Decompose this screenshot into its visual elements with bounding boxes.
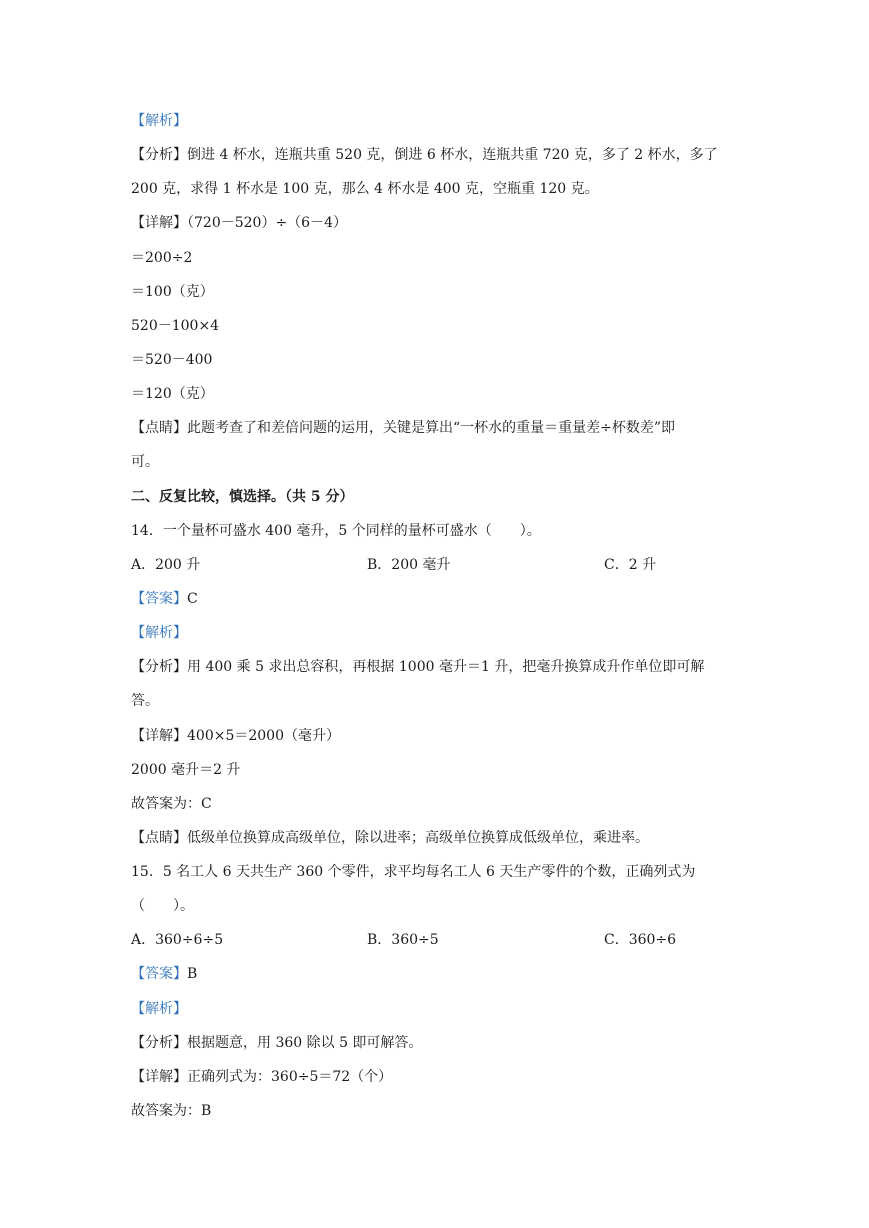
analysis-line [131, 145, 718, 165]
analysis-line-2: 答。 [131, 693, 159, 709]
answer-value: C [187, 591, 198, 607]
option-c: C．360÷6 [604, 932, 677, 948]
comment-line [131, 828, 649, 848]
calc-step: 2000 毫升＝2 升 [131, 762, 241, 778]
jiexi-label: 【解析】 [131, 1001, 187, 1017]
comment-tag: 【点睛】 [131, 830, 187, 846]
comment-line-2: 可。 [131, 454, 159, 470]
solution-line [131, 726, 340, 746]
jiexi-label: 【解析】 [131, 625, 187, 641]
calc-step: ＝120（克） [131, 386, 214, 402]
analysis-text: 倒进 4 杯水，连瓶共重 520 克，倒进 6 杯水，连瓶共重 720 克，多了 2 杯水，多了 [187, 147, 718, 163]
final-answer: 故答案为：C [131, 796, 212, 812]
question-14: 14．一个量杯可盛水 400 毫升，5 个同样的量杯可盛水（ ）。 [131, 523, 541, 539]
comment-text: 低级单位换算成高级单位，除以进率；高级单位换算成低级单位，乘进率。 [187, 830, 649, 846]
analysis-tag: 【分析】 [131, 1035, 187, 1051]
option-a: A．200 升 [131, 557, 201, 573]
analysis-tag: 【分析】 [131, 147, 187, 163]
solution-line [131, 1067, 392, 1087]
section-heading: 二、反复比较，慎选择。（共 5 分） [131, 489, 354, 505]
final-answer: 故答案为：B [131, 1103, 212, 1119]
solution-line [131, 213, 347, 233]
solution-text: 正确列式为：360÷5＝72（个） [187, 1069, 393, 1085]
comment-tag: 【点睛】 [131, 420, 187, 436]
calc-step: ＝100（克） [131, 284, 214, 300]
comment-line [131, 418, 675, 438]
analysis-tag: 【分析】 [131, 659, 187, 675]
solution-tag: 【详解】 [131, 215, 187, 231]
solution-tag: 【详解】 [131, 728, 187, 744]
calc-step: ＝200÷2 [131, 250, 193, 266]
analysis-line-2: 200 克，求得 1 杯水是 100 克，那么 4 杯水是 400 克，空瓶重 120 克。 [131, 181, 599, 197]
analysis-line [131, 1033, 422, 1053]
option-c: C．2 升 [604, 557, 657, 573]
comment-text: 此题考查了和差倍问题的运用，关键是算出“一杯水的重量＝重量差÷杯数差”即 [187, 420, 676, 436]
solution-tag: 【详解】 [131, 1069, 187, 1085]
option-b: B．360÷5 [367, 932, 439, 948]
calc-step: 520－100×4 [131, 318, 220, 334]
answer-line [131, 964, 197, 984]
answer-tag: 【答案】 [131, 591, 187, 607]
analysis-text: 根据题意，用 360 除以 5 即可解答。 [187, 1035, 423, 1051]
solution-text: 400×5＝2000（毫升） [187, 728, 340, 744]
answer-line [131, 589, 198, 609]
analysis-text: 用 400 乘 5 求出总容积，再根据 1000 毫升＝1 升，把毫升换算成升作单位即可解 [187, 659, 705, 675]
question-15-line-2: （ ）。 [131, 898, 194, 914]
answer-tag: 【答案】 [131, 966, 187, 982]
option-a: A．360÷6÷5 [131, 932, 224, 948]
analysis-line [131, 657, 704, 677]
answer-value: B [187, 966, 198, 982]
jiexi-label: 【解析】 [131, 113, 187, 129]
calc-step: ＝520－400 [131, 352, 213, 368]
option-b: B．200 毫升 [367, 557, 451, 573]
question-15: 15．5 名工人 6 天共生产 360 个零件，求平均每名工人 6 天生产零件的个数，正确列式为 [131, 864, 696, 880]
solution-text: （720－520）÷（6－4） [187, 215, 347, 231]
